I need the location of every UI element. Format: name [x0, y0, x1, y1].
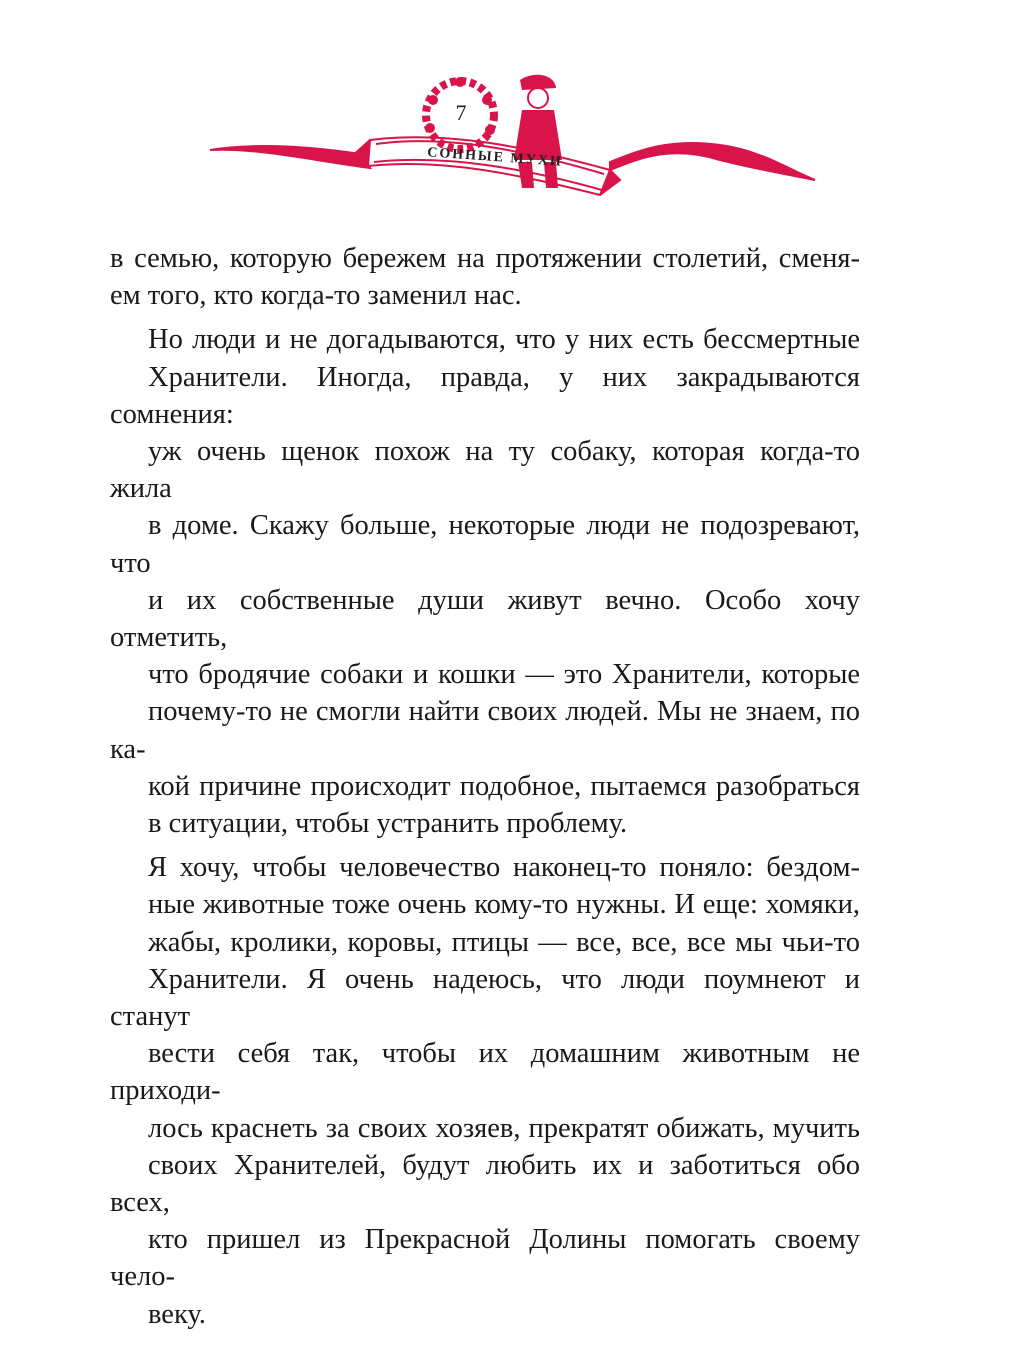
text-line: уж очень щенок похож на ту собаку, которая когда-то жила: [110, 436, 860, 505]
paragraph: [110, 321, 860, 842]
text-line: кто пришел из Прекрасной Долины помогать своему чело-: [110, 1224, 860, 1293]
text-line: ные животные тоже очень кому-то нужны. И еще: хомяки,: [148, 889, 860, 921]
text-line: в ситуации, чтобы устранить проблему.: [148, 808, 628, 840]
paragraph: [110, 849, 860, 1333]
text-line: Хранители. Иногда, правда, у них закрадываются сомнения:: [110, 361, 860, 430]
text-line: лось краснеть за своих хозяев, прекратят обижать, мучить: [148, 1112, 860, 1144]
page-number: 7: [455, 100, 467, 125]
text-line: вести себя так, чтобы их домашним животным не приходи-: [110, 1038, 860, 1107]
ribbon-banner-icon: [200, 70, 820, 220]
text-line: почему-то не смогли найти своих людей. Мы не знаем, по ка-: [110, 696, 860, 765]
text-line: и их собственные души живут вечно. Особо хочу отметить,: [110, 584, 860, 654]
text-line: что бродячие собаки и кошки — это Хранители, которые: [148, 659, 860, 691]
text-line: жабы, кролики, коровы, птицы — все, все, все мы чьи-то: [148, 926, 860, 958]
text-line: Я хочу, чтобы человечество наконец-то поняло: бездом-: [148, 852, 860, 884]
text-line: веку.: [148, 1298, 206, 1330]
body-text: [110, 240, 860, 1333]
text-line: в семью, которую бережем на протяжении столетий, сменя-: [110, 243, 860, 274]
text-line: своих Хранителей, будут любить их и заботиться обо всех,: [110, 1149, 860, 1219]
chapter-header-ornament: [200, 70, 820, 220]
paragraph: [110, 240, 860, 314]
text-line: Хранители. Я очень надеюсь, что люди поумнеют и станут: [110, 963, 860, 1033]
text-line: в доме. Скажу больше, некоторые люди не подозревают, что: [110, 510, 860, 579]
text-line: Но люди и не догадываются, что у них есть бессмертные: [148, 324, 860, 356]
text-line: ем того, кто когда-то заменил нас.: [110, 280, 522, 312]
chapter-title: СОННЫЕ МУХИ: [426, 145, 564, 170]
text-line: кой причине происходит подобное, пытаемся разобраться: [148, 770, 860, 802]
